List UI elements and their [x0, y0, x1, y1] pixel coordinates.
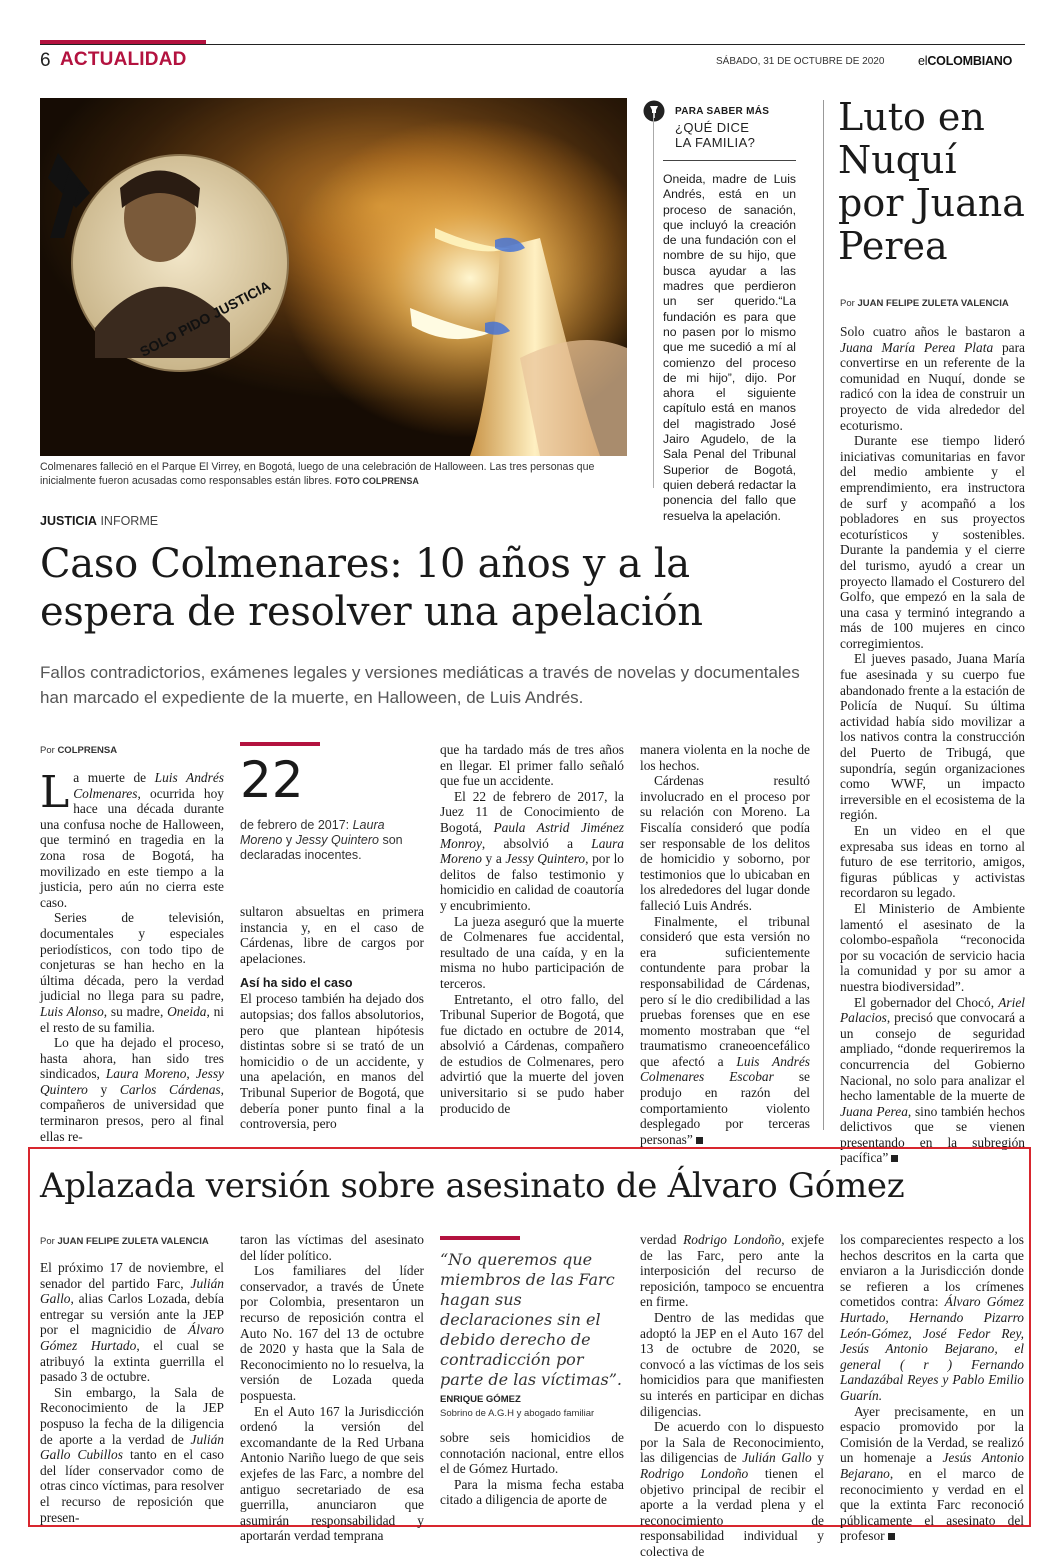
main-col4-p3-b: se produjo en razón del comportamiento violento desplegado por terceras personas”	[640, 1069, 810, 1147]
main-col4-p3-em1: Luis Andrés Colmenares Escobar	[640, 1053, 810, 1085]
main-col1-p1-b: , ocurrida hoy hace una década durante una confusa noche de Halloween, que terminó en tragedia en la zona rosa de Bogotá, ha movilizado en este tiempo a la justicia, pero aún no cierra este caso.	[40, 785, 224, 910]
luto-p1	[840, 324, 1025, 433]
alvaro-c1-p2-b: tanto en el caso del líder conservador como de otras cinco víctimas, para resolver el recurso de reposición que presen-	[40, 1447, 224, 1525]
alvaro-c4-p1	[640, 1232, 824, 1310]
brand-name: COLOMBIANO	[927, 54, 1013, 68]
main-headline	[40, 540, 703, 636]
photo-illustration	[40, 98, 627, 456]
stat-text-c: son declaradas inocentes.	[240, 833, 403, 862]
alvaro-c2-p2: Los familiares del líder conservador, a través de Únete por Colombia, presentaron un recurso de reposición contra el Auto No. 167 del 13 de octubre de 2020 y hasta que la Sala de Reconocimiento no lo resuelva, la versión de Lozada queda pospuesta.	[240, 1263, 424, 1403]
luto-p3: El jueves pasado, Juana María fue asesinada y su cuerpo fue abandonado frente a la estación de Policía de Nuquí. Su última actividad había sido movilizar a los nativos contra la construcción del Puerto de Tribugá, que supondría, según organizaciones como WWF, un impacto irreversible en el ecosistema de la región.	[840, 651, 1025, 823]
luto-headline-line1: Luto en	[838, 95, 985, 139]
sidebox-kicker: PARA SABER MÁS	[675, 106, 770, 117]
alvaro-c1-p1-em1: Julián Gallo	[40, 1275, 224, 1307]
alvaro-c4-p2: Dentro de las medidas que adoptó la JEP en el Auto 167 del 13 de octubre de 2020, se convocó a las víctimas de los seis homicidios para que manifiesten su interés en participar en dichas diligencias.	[640, 1309, 824, 1419]
alvaro-c1-p2-em1: Julián Gallo Cubillos	[40, 1431, 224, 1463]
stat-text	[240, 818, 420, 863]
photo-caption	[40, 460, 630, 488]
luto-p4: En un video en el que expresaba sus ideas en torno al futuro de ese territorio, amigos, figuras públicas y activistas recordaron su legado.	[840, 823, 1025, 901]
main-col3-p2-d: , por lo delitos de falso testimonio y homicidio en calidad de coautoría y encubrimiento.	[440, 851, 624, 913]
alvaro-c2-p3: En el Auto 167 la Jurisdicción ordenó la versión del excomandante de la Red Urbana Antonio Nariño luego de que seis exjefes de las Farc, a nombre del antiguo secretariado de esa guerrilla, anunciaron que asumirán responsabilidad y aportarán verdad temprana	[240, 1403, 424, 1544]
main-col1-p2-b: , su madre,	[103, 1003, 168, 1019]
alvaro-c4-p3-c: tienen el objetivo principal de recibir el aporte a la verdad plena y el reconocimiento de responsabilidad individual y colectiva de	[640, 1465, 825, 1559]
header-date: SÁBADO, 31 DE OCTUBRE DE 2020	[716, 56, 885, 67]
page-number: 6	[40, 50, 51, 71]
luto-p6	[840, 995, 1025, 1167]
main-col3	[440, 742, 624, 1116]
alvaro-byline	[40, 1236, 209, 1247]
main-col1-p3-a: Lo que ha dejado el proceso, hasta ahora, han sido tres sindicados,	[40, 1035, 224, 1082]
main-col1-p3-em2: Jessy Quintero	[40, 1066, 224, 1097]
alvaro-byline-author: JUAN FELIPE ZULETA VALENCIA	[57, 1236, 209, 1247]
luto-p6-em1: Ariel Palacios	[840, 994, 1025, 1026]
header-rule	[40, 44, 1025, 45]
main-byline-prefix: Por	[40, 745, 55, 756]
stat-number: 22	[240, 751, 304, 809]
alvaro-c4-p3-em2: Rodrigo Londoño	[640, 1465, 749, 1481]
main-col1-p3-b: ,	[186, 1066, 196, 1082]
quote-accent-bar	[440, 1236, 520, 1240]
luto-headline	[838, 96, 1025, 268]
luto-body	[840, 324, 1025, 1166]
sidebox-body: Oneida, madre de Luis Andrés, está en un proceso de sanación, que incluyó la creación de una fundación con el nombre de su hijo, que busca ayudar a las madres que perdieron un ser querido.“La fundación es para que no pasen por lo mismo que me sucedió a mí al comienzo del proceso de mi hijo”, dijo. Por ahora el siguiente capítulo está en manos del magistrado José Jairo Agudelo, de la Sala Penal del Tribunal Superior de Bogotá, quien deberá redactar la ponencia del fallo que resuelva la apelación.	[663, 172, 796, 523]
main-col3-p2-em1: Paula Astrid Jiménez Monroy	[440, 819, 624, 851]
main-col1-p2-em2: Oneida	[167, 1003, 207, 1019]
main-dek: Fallos contradictorios, exámenes legales y versiones mediáticas a través de novelas y documentales han marcado el expediente de la muerte, en Halloween, de Luis Andrés.	[40, 663, 800, 707]
main-col1-p2	[40, 910, 224, 1035]
main-col1-p1-a: a muerte de	[73, 770, 155, 785]
alvaro-c4-p1-b: , exjefe de las Farc, pero ante la interposición del recurso de reposición, tampoco se encuentra en firme.	[640, 1232, 825, 1310]
luto-p6-c: , sino también hechos delictivos que se vienen presentando en la subregión pacífica”	[840, 1103, 1025, 1166]
main-col2	[240, 904, 424, 1132]
luto-byline-author: JUAN FELIPE ZULETA VALENCIA	[857, 298, 1009, 309]
luto-p1-b: para convertirse en un referente de la comunidad en Nuquí, donde se radicó con la idea de construir un proyecto de vida alrededor del ecoturismo.	[840, 339, 1025, 433]
main-col4	[640, 742, 810, 1147]
stat-text-em2: Jessy Quintero	[295, 833, 379, 847]
alvaro-c5-p1	[840, 1232, 1024, 1404]
stat-text-b: y	[282, 833, 296, 847]
luto-vertical-rule	[823, 100, 824, 1130]
alvaro-col3	[440, 1430, 624, 1508]
luto-headline-line2: Nuquí	[838, 138, 957, 182]
section-label: ACTUALIDAD	[60, 49, 187, 70]
main-col1-p2-c: , ni el resto de su familia.	[40, 1003, 224, 1035]
pin-icon	[643, 100, 665, 122]
brand-prefix: el	[918, 54, 928, 68]
quote-role: Sobrino de A.G.H y abogado familiar	[440, 1408, 595, 1419]
sidebox-title-line2: LA FAMILIA?	[675, 135, 756, 150]
luto-p1-a: Solo cuatro años le bastaron a	[840, 324, 1025, 339]
luto-p6-b: , precisó que convocará a un consejo de seguridad ampliado, “donde requeriremos la concurrencia del Gobierno Nacional, no solo para analizar el hecho lamentable de la muerte de	[840, 1010, 1025, 1104]
luto-p1-em1: Juana María Perea Plata	[840, 339, 994, 355]
sidebox-vertical-rule	[653, 118, 654, 488]
main-col2-p2: El proceso también ha dejado dos autopsias; dos fallos absolutorios, pero que plantean hipótesis distintas sobre si se trató de un homicidio o de un accidente, y una apelación, en manos del Tribunal Superior de Bogotá, que debería poner punto final a la controversia, pero	[240, 991, 424, 1132]
main-col3-p2	[440, 789, 624, 914]
alvaro-c4-p3-a: De acuerdo con lo dispuesto por la Sala de Reconocimiento, las diligencias de	[640, 1419, 824, 1466]
main-col4-p3	[640, 914, 810, 1148]
sidebox-title-line1: ¿QUÉ DICE	[675, 120, 750, 135]
main-col1-p3-em1: Laura Moreno	[105, 1066, 187, 1082]
main-col1-p1	[40, 767, 224, 910]
main-col3-p2-em3: Jessy Quintero	[505, 851, 586, 867]
alvaro-c4-p1-em1: Rodrigo Londoño	[683, 1232, 782, 1247]
pull-quote: “No queremos que miembros de las Farc hagan sus declaraciones sin el debido derecho de contradicción por parte de las víctimas”.	[440, 1250, 623, 1389]
main-col1-p2-em1: Luis Alonso	[40, 1003, 104, 1019]
sidebox-title	[675, 120, 755, 150]
luto-headline-line3: por Juana	[838, 181, 1025, 225]
main-col2-subhead: Así ha sido el caso	[240, 976, 353, 991]
alvaro-c4-p1-a: verdad	[640, 1232, 684, 1247]
main-col3-p2-a: El 22 de febrero de 2017, la Juez 11 de Conocimiento de Bogotá,	[440, 788, 624, 835]
stat-accent-bar	[240, 742, 320, 746]
alvaro-col2	[240, 1232, 424, 1544]
main-byline-author: COLPRENSA	[57, 745, 118, 756]
main-col1-p3-c: y	[87, 1081, 120, 1097]
alvaro-c1-p1-em2: Álvaro Gómez Hurtado	[40, 1322, 224, 1353]
alvaro-c3-p1: sobre seis homicidios de connotación nacional, entre ellos el de Gómez Hurtado.	[440, 1430, 624, 1477]
alvaro-c1-p1-b: , alias Carlos Lozada, debía entregar su versión ante la JEP por el magnicidio de	[40, 1291, 224, 1338]
alvaro-col4	[640, 1232, 824, 1559]
alvaro-c5-p1-em1: Álvaro Gómez Hurtado, Hernando Pizarro León-Gómez, José Fedor Rey, Jesús Antonio Bejarano, el general ( r ) Fernando Landazábal Reyes y Pablo Emilio Guarín.	[840, 1294, 1024, 1403]
main-kicker	[40, 514, 158, 528]
main-kicker-bold: JUSTICIA	[40, 514, 97, 528]
alvaro-c5-p2-a: Ayer precisamente, en un espacio promovido por la Comisión de la Verdad, se realizó un homenaje a	[840, 1403, 1024, 1466]
drop-cap: L	[40, 767, 70, 818]
stat-text-em1: Laura Moreno	[240, 818, 385, 847]
alvaro-c1-p2	[40, 1385, 224, 1525]
main-col4-p1: manera violenta en la noche de los hechos.	[640, 742, 810, 773]
alvaro-col5	[840, 1232, 1024, 1544]
main-col2-p1: sultaron absueltas en primera instancia y, en el caso de Cárdenas, libre de cargos por apelaciones.	[240, 904, 424, 966]
alvaro-c5-p2-b: , en el marco de reconocimiento y verdad en el que la extinta Farc reconoció públicamente el asesinato del profesor	[840, 1465, 1024, 1544]
main-col3-p2-em2: Laura Moreno	[440, 835, 624, 867]
main-col1-p3-d: , compañeros de universidad que terminaron presos, pero al final ellas re-	[40, 1081, 224, 1144]
main-col4-p2: Cárdenas resultó involucrado en el proceso por su relación con Moreno. La Fiscalía consideró que podía ser responsable de los delitos de homicidio y soborno, por testimonios que lo ubicaban en los alrededores del lugar donde falleció Luis Andrés.	[640, 773, 810, 913]
luto-p5: El Ministerio de Ambiente lamentó el asesinato de la colombo-española “reconocida por su vocación de servicio hacia la comunidad y por su amor a nuestra biodiversidad”.	[840, 900, 1025, 994]
luto-p6-em2: Juana Perea	[840, 1103, 908, 1119]
alvaro-byline-prefix: Por	[40, 1236, 55, 1247]
brand-logo	[918, 54, 1012, 68]
main-col1-p3-em3: Carlos Cárdenas	[119, 1081, 221, 1097]
main-col4-p3-a: Finalmente, el tribunal consideró que esta versión no era suficientemente contundente para probar la responsabilidad de Cárdenas, pero sí le dio credibilidad a las pruebas forenses que en ese momento mostraban que “el traumatismo craneoencefálico que afectó a	[640, 913, 810, 1069]
main-col1	[40, 767, 224, 1144]
alvaro-headline: Aplazada versión sobre asesinato de Álvaro Gómez	[40, 1166, 905, 1206]
alvaro-c4-p3	[640, 1419, 824, 1559]
alvaro-c4-p3-em1: Julián Gallo	[742, 1450, 812, 1466]
main-col3-p1: que ha tardado más de tres años en llegar. El primer fallo señaló que fue un accidente.	[440, 742, 624, 789]
main-headline-line1: Caso Colmenares: 10 años y a la	[40, 541, 690, 587]
main-col3-p2-c: y a	[481, 851, 506, 867]
quote-author: ENRIQUE GÓMEZ	[440, 1394, 521, 1405]
alvaro-c5-p2	[840, 1404, 1024, 1544]
caption-credit: FOTO COLPRENSA	[335, 476, 419, 486]
main-col1-p1-em1: Luis Andrés Colmenares	[73, 770, 224, 801]
alvaro-c1-p1-c: , el cual se atribuyó la extinta guerrilla el pasado 3 de octubre.	[40, 1337, 224, 1385]
main-col3-p4: Entretanto, el otro fallo, del Tribunal Superior de Bogotá, que fue dictado en octubre de 2014, absolvió a Cárdenas, compañero de estudios de Colmenares, pero advirtió que la muerte del joven universitario si se pudo haber producido de	[440, 991, 624, 1116]
main-kicker-light: INFORME	[100, 514, 159, 528]
luto-headline-line4: Perea	[838, 224, 948, 268]
end-mark-icon	[696, 1137, 703, 1144]
alvaro-c5-p1-a: los comparecientes respecto a los hechos descritos en la carta que enviaron a la Jurisdicción donde se refieren a los crímenes cometidos contra:	[840, 1232, 1024, 1310]
alvaro-c3-p2: Para la misma fecha estaba citado a diligencia de aporte de	[440, 1476, 624, 1508]
alvaro-c1-p1	[40, 1260, 224, 1385]
alvaro-c1-p2-a: Sin embargo, la Sala de Reconocimiento de la JEP pospuso la fecha de la diligencia de aporte a la verdad de	[40, 1384, 224, 1447]
caption-text: Colmenares falleció en el Parque El Virrey, en Bogotá, luego de una celebración de Halloween. Las tres personas que inicialmente fueron acusadas como responsables están libres.	[40, 461, 595, 487]
main-col3-p3: La jueza aseguró que la muerte de Colmenares fue accidental, resultado de una caída, y en la misma no hubo participación de terceros.	[440, 913, 624, 991]
button-text: SOLO PIDO JUSTICIA	[137, 277, 274, 360]
main-col1-p3	[40, 1035, 224, 1144]
luto-byline-prefix: Por	[840, 298, 855, 309]
main-byline	[40, 745, 117, 756]
alvaro-c4-p3-b: y	[811, 1450, 824, 1466]
luto-byline	[840, 298, 1009, 309]
luto-p6-a: El gobernador del Chocó,	[854, 994, 999, 1010]
stat-text-a: de febrero de 2017:	[240, 818, 353, 832]
alvaro-col1	[40, 1260, 224, 1525]
alvaro-c1-p1-a: El próximo 17 de noviembre, el senador del partido Farc,	[40, 1260, 224, 1291]
main-col3-p2-b: , absolvió a	[481, 835, 592, 851]
main-headline-line2: espera de resolver una apelación	[40, 589, 703, 635]
sidebox-rule	[663, 160, 796, 161]
main-photo	[40, 98, 627, 456]
main-col1-p2-a: Series de televisión, documentales y especiales periodísticos, con todo tipo de conjeturas se han hecho en la última década, pero la verdad judicial no llega para su padre,	[40, 910, 224, 1004]
luto-p2: Durante ese tiempo lideró iniciativas comunitarias en favor del medio ambiente y el emprendimiento, era instructora de surf y acompañó a los pobladores en sus proyectos ecoturísticos y sostenibles. Durante la pandemia y el cierre del turismo, ayudó a crear un proyecto llamado el Costurero del Golfo, que empezó en la sala de una casa y terminó integrando a más de 100 mujeres en cinco corregimientos.	[840, 433, 1025, 651]
alvaro-c2-p1: taron las víctimas del asesinato del líder político.	[240, 1232, 424, 1263]
end-mark-icon	[888, 1533, 895, 1540]
alvaro-c5-p2-em1: Jesús Antonio Bejarano	[840, 1450, 1024, 1481]
